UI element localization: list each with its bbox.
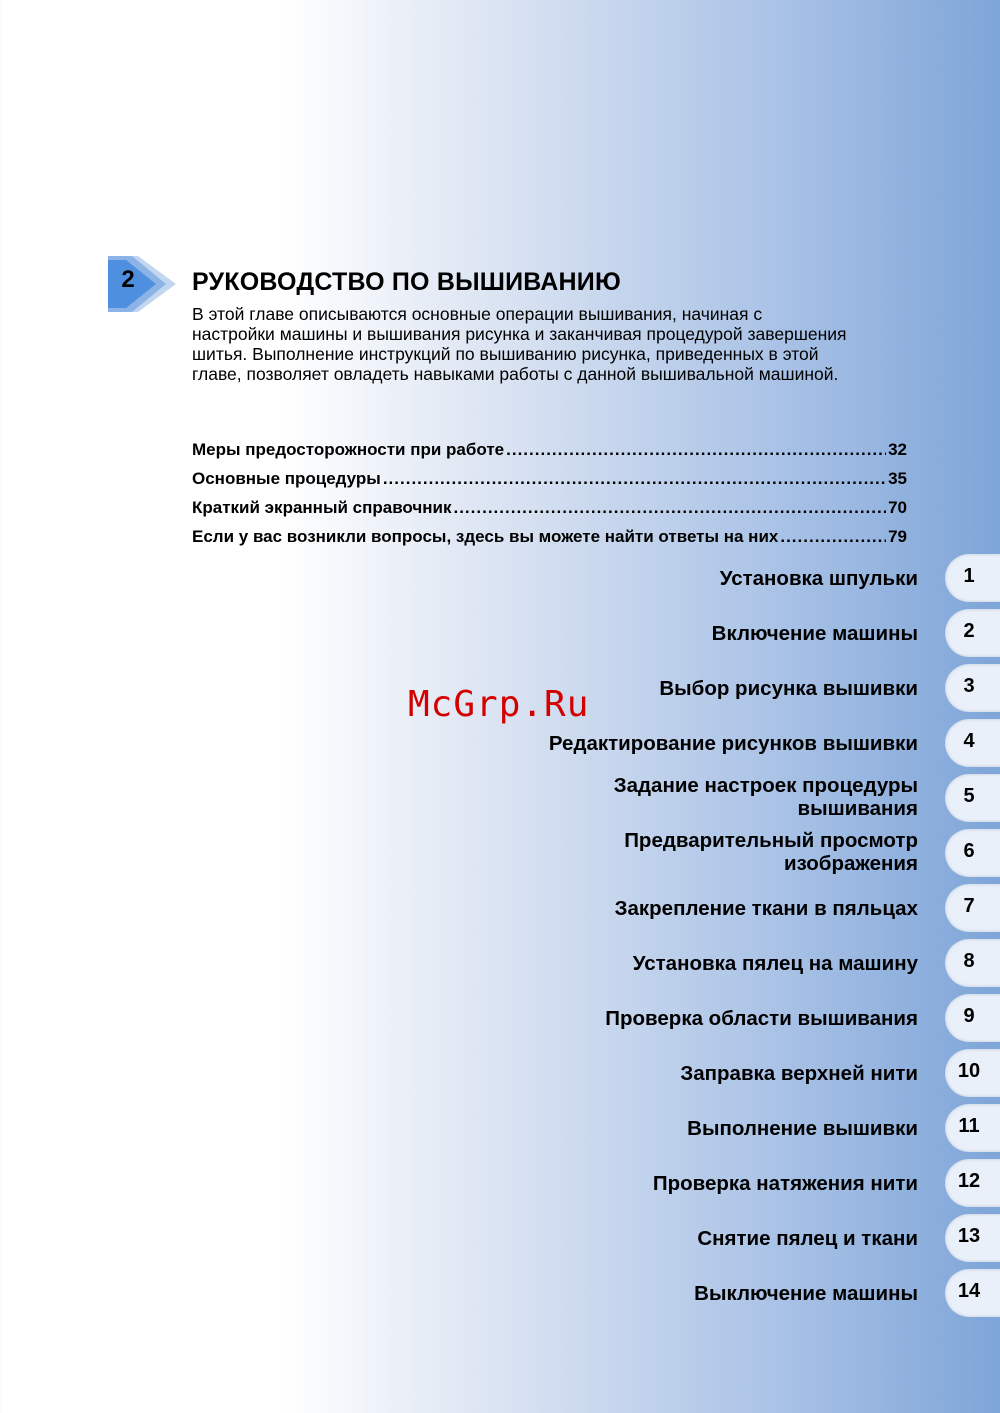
- intro-line: настройки машины и вышивания рисунка и заканчивая процедурой завершения: [192, 324, 847, 344]
- toc-leader-dots: [780, 527, 886, 547]
- toc-entry-basic-procedures[interactable]: [192, 469, 907, 498]
- intro-line: главе, позволяет овладеть навыками работы с данной вышивальной машиной.: [192, 364, 839, 384]
- step-tab-label[interactable]: [438, 567, 918, 590]
- step-tab-label[interactable]: [438, 774, 918, 820]
- step-tab-text: Закрепление ткани в пяльцах: [614, 896, 918, 920]
- step-tab-label[interactable]: [438, 732, 918, 755]
- watermark: McGrp.Ru: [408, 684, 590, 725]
- step-tab-text: Установка пялец на машину: [632, 951, 918, 975]
- step-tab-label[interactable]: [438, 829, 918, 875]
- step-tab-number: 7: [963, 895, 975, 917]
- step-tab-text: Выполнение вышивки: [687, 1116, 918, 1140]
- toc-entry-page: 70: [888, 498, 907, 517]
- step-tab-10[interactable]: [945, 1049, 1000, 1097]
- step-tab-number: 6: [963, 840, 975, 862]
- step-tab-text: вышивания: [797, 797, 918, 820]
- toc-entry-page: 32: [888, 440, 907, 459]
- step-tab-7[interactable]: [945, 884, 1000, 932]
- step-tab-number: 8: [963, 950, 975, 972]
- step-tab-text: Проверка области вышивания: [605, 1006, 918, 1030]
- toc-leader-dots: [383, 469, 886, 489]
- step-tab-text: Снятие пялец и ткани: [697, 1226, 918, 1250]
- step-tab-4[interactable]: [945, 719, 1000, 767]
- step-tab-number: 14: [957, 1280, 981, 1302]
- step-tab-13[interactable]: [945, 1214, 1000, 1262]
- toc-entry-label: Основные процедуры: [192, 469, 381, 488]
- step-tab-text: Заправка верхней нити: [680, 1061, 918, 1085]
- step-tab-text: Задание настроек процедуры: [613, 774, 918, 797]
- intro-line: В этой главе описываются основные операции вышивания, начиная с: [192, 304, 763, 324]
- step-tab-text: Редактирование рисунков вышивки: [548, 731, 918, 755]
- step-tab-number: 3: [963, 675, 975, 697]
- step-tab-text: Выключение машины: [694, 1281, 918, 1305]
- step-tab-number: 1: [963, 565, 975, 587]
- step-tab-label[interactable]: [438, 1117, 918, 1140]
- step-tab-number: 13: [957, 1225, 981, 1247]
- step-tab-3[interactable]: [945, 664, 1000, 712]
- step-tab-text: Включение машины: [711, 621, 918, 645]
- toc-entry-label: Краткий экранный справочник: [192, 498, 452, 517]
- step-tab-number: 11: [958, 1115, 980, 1137]
- toc-entry-faq[interactable]: [192, 527, 907, 556]
- step-tab-label[interactable]: [438, 897, 918, 920]
- step-tab-label[interactable]: [438, 952, 918, 975]
- step-tab-number: 4: [963, 730, 975, 752]
- step-tab-label[interactable]: [438, 1007, 918, 1030]
- step-tab-9[interactable]: [945, 994, 1000, 1042]
- chapter-title: РУКОВОДСТВО ПО ВЫШИВАНИЮ: [192, 268, 621, 296]
- step-tab-text: Проверка натяжения нити: [652, 1171, 918, 1195]
- step-tab-number: 9: [963, 1005, 975, 1027]
- chapter-badge: [108, 256, 176, 312]
- step-tab-text: изображения: [783, 852, 918, 875]
- step-tab-number: 12: [957, 1170, 981, 1192]
- step-tab-number: 2: [963, 620, 975, 642]
- step-tab-label[interactable]: [438, 1062, 918, 1085]
- toc-entry-safety[interactable]: [192, 440, 907, 469]
- step-tab-2[interactable]: [945, 609, 1000, 657]
- toc-entry-label: Меры предосторожности при работе: [192, 440, 505, 459]
- step-tab-text: Выбор рисунка вышивки: [659, 676, 918, 700]
- step-tab-text: Установка шпульки: [719, 566, 918, 590]
- step-tab-1[interactable]: [945, 554, 1000, 602]
- step-tab-5[interactable]: [945, 774, 1000, 822]
- toc-leader-dots: [453, 498, 886, 518]
- step-tab-11[interactable]: [945, 1104, 1000, 1152]
- step-tab-label[interactable]: [438, 1227, 918, 1250]
- chapter-intro: [192, 304, 912, 384]
- toc-entry-label: Если у вас возникли вопросы, здесь вы можете найти ответы на них: [192, 527, 779, 546]
- step-tab-label[interactable]: [438, 1282, 918, 1305]
- step-tab-text: Предварительный просмотр: [624, 829, 918, 852]
- step-tab-14[interactable]: [945, 1269, 1000, 1317]
- step-tab-6[interactable]: [945, 829, 1000, 877]
- step-tab-number: 10: [957, 1060, 981, 1082]
- step-tab-label[interactable]: [438, 622, 918, 645]
- step-tab-12[interactable]: [945, 1159, 1000, 1207]
- chapter-number: 2: [121, 266, 135, 293]
- step-tab-8[interactable]: [945, 939, 1000, 987]
- step-tab-label[interactable]: [438, 1172, 918, 1195]
- intro-line: шитья. Выполнение инструкций по вышиванию рисунка, приведенных в этой: [192, 344, 819, 364]
- toc-leader-dots: [506, 440, 886, 460]
- step-tab-number: 5: [963, 785, 975, 807]
- toc-entry-quick-reference[interactable]: [192, 498, 907, 527]
- toc-entry-page: 35: [888, 469, 907, 488]
- toc-entry-page: 79: [888, 527, 907, 546]
- table-of-contents: [192, 440, 907, 556]
